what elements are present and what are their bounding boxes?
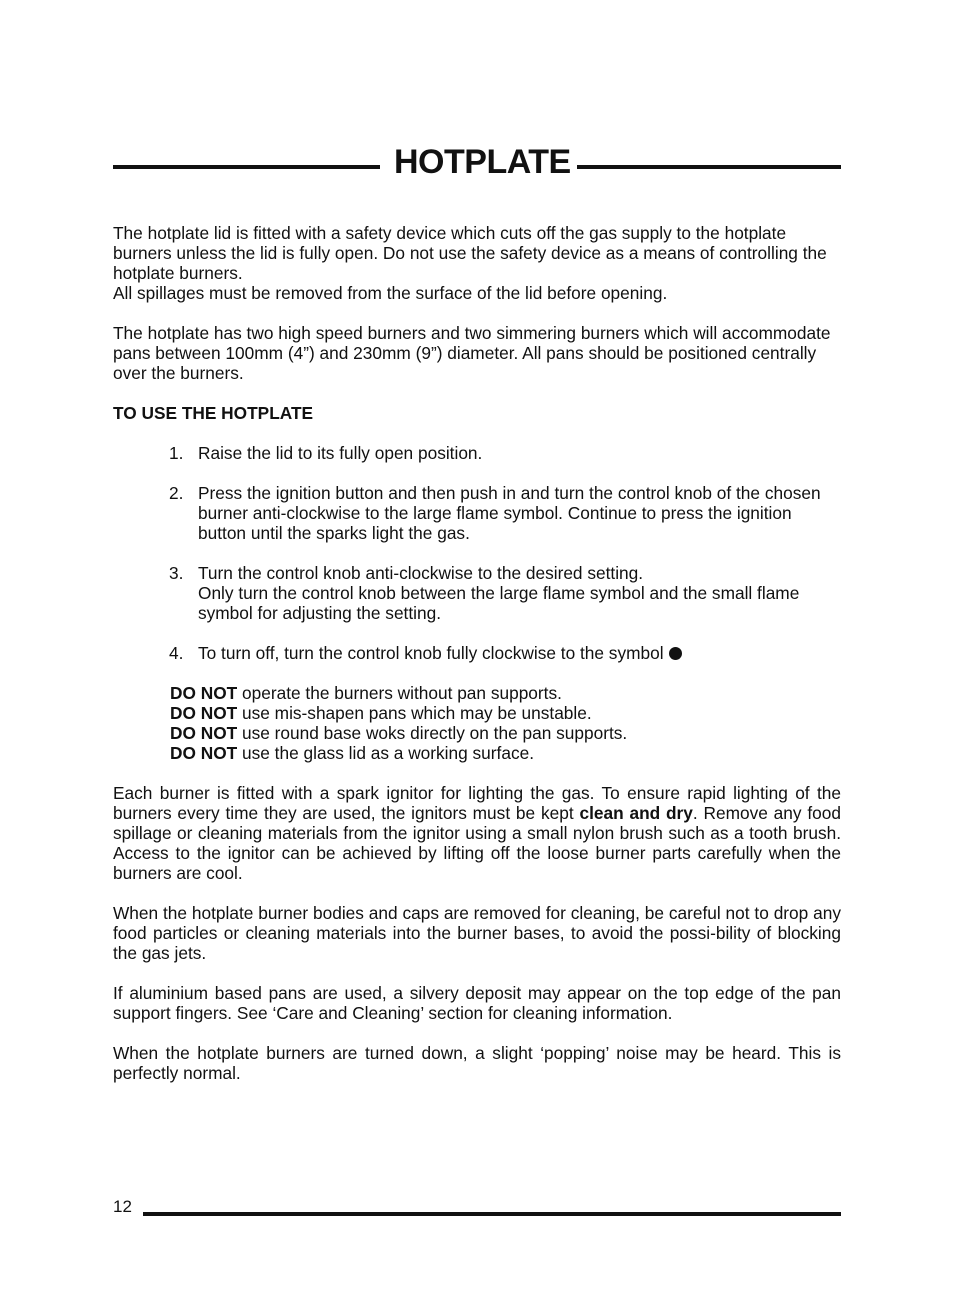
aluminium-paragraph: If aluminium based pans are used, a silvery deposit may appear on the top edge of the pan support fingers. See ‘Care and Cleaning’ section for cleaning information. — [113, 983, 841, 1023]
title-rule-right — [577, 165, 841, 169]
cleaning-paragraph: When the hotplate burner bodies and caps are removed for cleaning, be careful not to drop any food particles or cleaning materials into the burner bases, to avoid the possi-bility of blocking the gas jets. — [113, 903, 841, 963]
footer-rule — [143, 1212, 841, 1216]
step-item — [113, 483, 833, 543]
step-text: To turn off, turn the control knob fully clockwise to the symbol — [198, 643, 664, 663]
step-item — [113, 563, 833, 623]
page-body — [113, 223, 841, 1083]
step-item — [113, 443, 841, 463]
step-number: 4. — [169, 643, 184, 663]
page-number: 12 — [113, 1197, 132, 1216]
step-number: 2. — [169, 483, 184, 503]
title-row — [113, 140, 841, 184]
intro-paragraph-1b: All spillages must be removed from the surface of the lid before opening. — [113, 283, 668, 303]
intro-paragraph-2: The hotplate has two high speed burners and two simmering burners which will accommodate pans between 100mm (4”) and 230mm (9”) diameter. All pans should be positioned centrally over the burners. — [113, 323, 831, 383]
step-text-continued: Only turn the control knob between the large flame symbol and the small flame symbol for adjusting the setting. — [198, 583, 800, 623]
steps-list — [113, 443, 841, 663]
page-title: HOTPLATE — [394, 143, 571, 181]
warning-line: DO NOT use round base woks directly on the pan supports. — [170, 723, 628, 743]
off-symbol-icon — [669, 647, 682, 660]
popping-paragraph: When the hotplate burners are turned down, a slight ‘popping’ noise may be heard. This is perfectly normal. — [113, 1043, 841, 1083]
warning-line: DO NOT use the glass lid as a working surface. — [170, 743, 535, 763]
warning-line: DO NOT operate the burners without pan supports. — [170, 683, 562, 703]
step-text: Turn the control knob anti-clockwise to the desired setting. — [198, 563, 644, 583]
step-number: 3. — [169, 563, 184, 583]
warning-line: DO NOT use mis-shapen pans which may be unstable. — [170, 703, 592, 723]
step-item — [113, 643, 841, 663]
section-heading: TO USE THE HOTPLATE — [113, 403, 314, 423]
step-text: Press the ignition button and then push in and turn the control knob of the chosen burner anti-clockwise to the large flame symbol. Continue to press the ignition button until the sparks light the gas. — [198, 483, 821, 543]
step-number: 1. — [169, 443, 184, 463]
step-text: Raise the lid to its fully open position. — [198, 443, 483, 463]
intro-paragraph-1: The hotplate lid is fitted with a safety device which cuts off the gas supply to the hotplate burners unless the lid is fully open. Do not use the safety device as a means of controlling the hotplate burners. — [113, 223, 827, 283]
warnings-block — [113, 683, 841, 763]
page-footer — [113, 1196, 841, 1218]
ignitor-paragraph: Each burner is fitted with a spark ignitor for lighting the gas. To ensure rapid lighting of the burners every time they are used, the ignitors must be kept clean and dry. Remove any food spillage or cleaning materials from the ignitor using a small nylon brush such as a tooth brush. Access to the ignitor can be achieved by lifting off the loose burner parts carefully when the burners are cool. — [113, 783, 841, 883]
title-rule-left — [113, 165, 380, 169]
